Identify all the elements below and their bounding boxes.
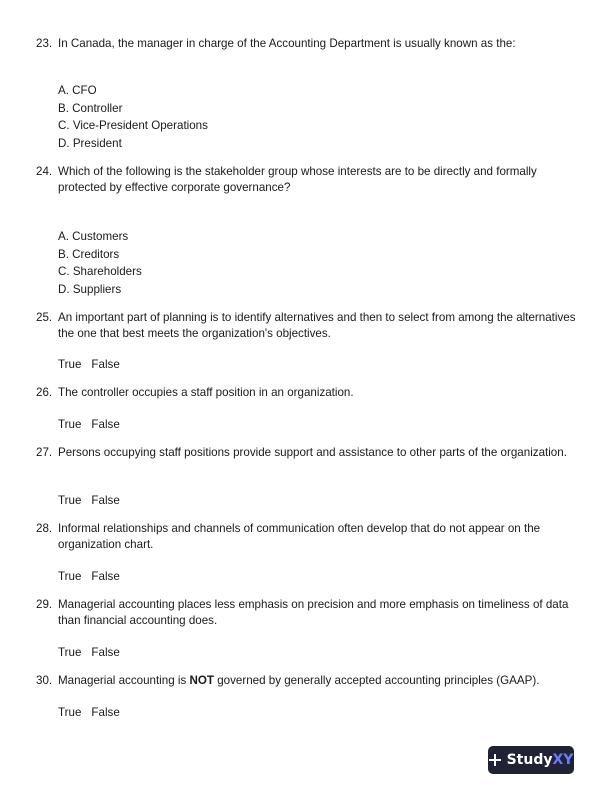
question-number: 25. [36,311,53,324]
question-30 [36,673,576,689]
true-option: True [58,570,82,583]
question-text-emphasis: NOT [189,674,214,687]
question-text: Informal relationships and channels of communication often develop that do not appear on the organization chart. [58,522,541,551]
option-c: C. Vice-President Operations [58,119,208,132]
question-number: 26. [36,386,53,399]
question-29 [36,597,576,629]
true-option: True [58,358,82,371]
question-text: The controller occupies a staff position in an organization. [58,386,354,399]
false-option: False [91,494,120,507]
question-number: 27. [36,446,53,459]
option-a: A. CFO [58,84,97,97]
true-option: True [58,418,82,431]
question-24 [36,164,576,196]
question-number: 30. [36,674,53,687]
brand-main: Study [506,752,553,768]
plus-icon [489,754,501,766]
option-a: A. Customers [58,230,129,243]
question-23 [36,36,576,52]
option-b: B. Creditors [58,247,120,261]
question-text: Managerial accounting places less emphasis on precision and more emphasis on timeliness of data than financial accounting does. [58,598,569,627]
false-option: False [91,418,120,431]
options-list-24 [58,229,142,299]
question-number: 29. [36,598,53,611]
options-list-23 [58,83,208,153]
false-option: False [91,570,120,583]
studyxy-badge[interactable] [488,746,574,774]
question-text [58,673,576,689]
question-number: 28. [36,522,53,535]
question-text: Persons occupying staff positions provide support and assistance to other parts of the organization. [58,446,567,459]
true-false-28 [58,569,130,585]
question-28 [36,521,576,553]
question-26 [36,385,576,401]
true-false-29 [58,645,130,661]
true-option: True [58,646,82,659]
option-c: C. Shareholders [58,265,142,278]
false-option: False [91,358,120,371]
question-number: 24. [36,165,53,178]
question-text: In Canada, the manager in charge of the Accounting Department is usually known as the: [58,37,516,50]
true-false-26 [58,417,130,433]
true-false-30 [58,705,130,721]
option-d: D. President [58,136,122,150]
question-25 [36,310,576,342]
question-text-before: Managerial accounting is [58,674,190,687]
option-d: D. Suppliers [58,282,122,296]
false-option: False [91,646,120,659]
question-text-after: governed by generally accepted accounting principles (GAAP). [213,674,540,687]
brand-accent: XY [552,752,574,768]
true-false-25 [58,357,130,373]
question-number: 23. [36,37,53,50]
option-b: B. Controller [58,101,123,115]
true-option: True [58,494,82,507]
question-27 [36,445,576,461]
true-option: True [58,706,82,719]
false-option: False [91,706,120,719]
true-false-27 [58,493,130,509]
question-text: An important part of planning is to identify alternatives and then to select from among the alternatives the one that best meets the organization's objectives. [58,311,576,340]
question-text: Which of the following is the stakeholder group whose interests are to be directly and formally protected by effective corporate governance? [58,165,537,194]
